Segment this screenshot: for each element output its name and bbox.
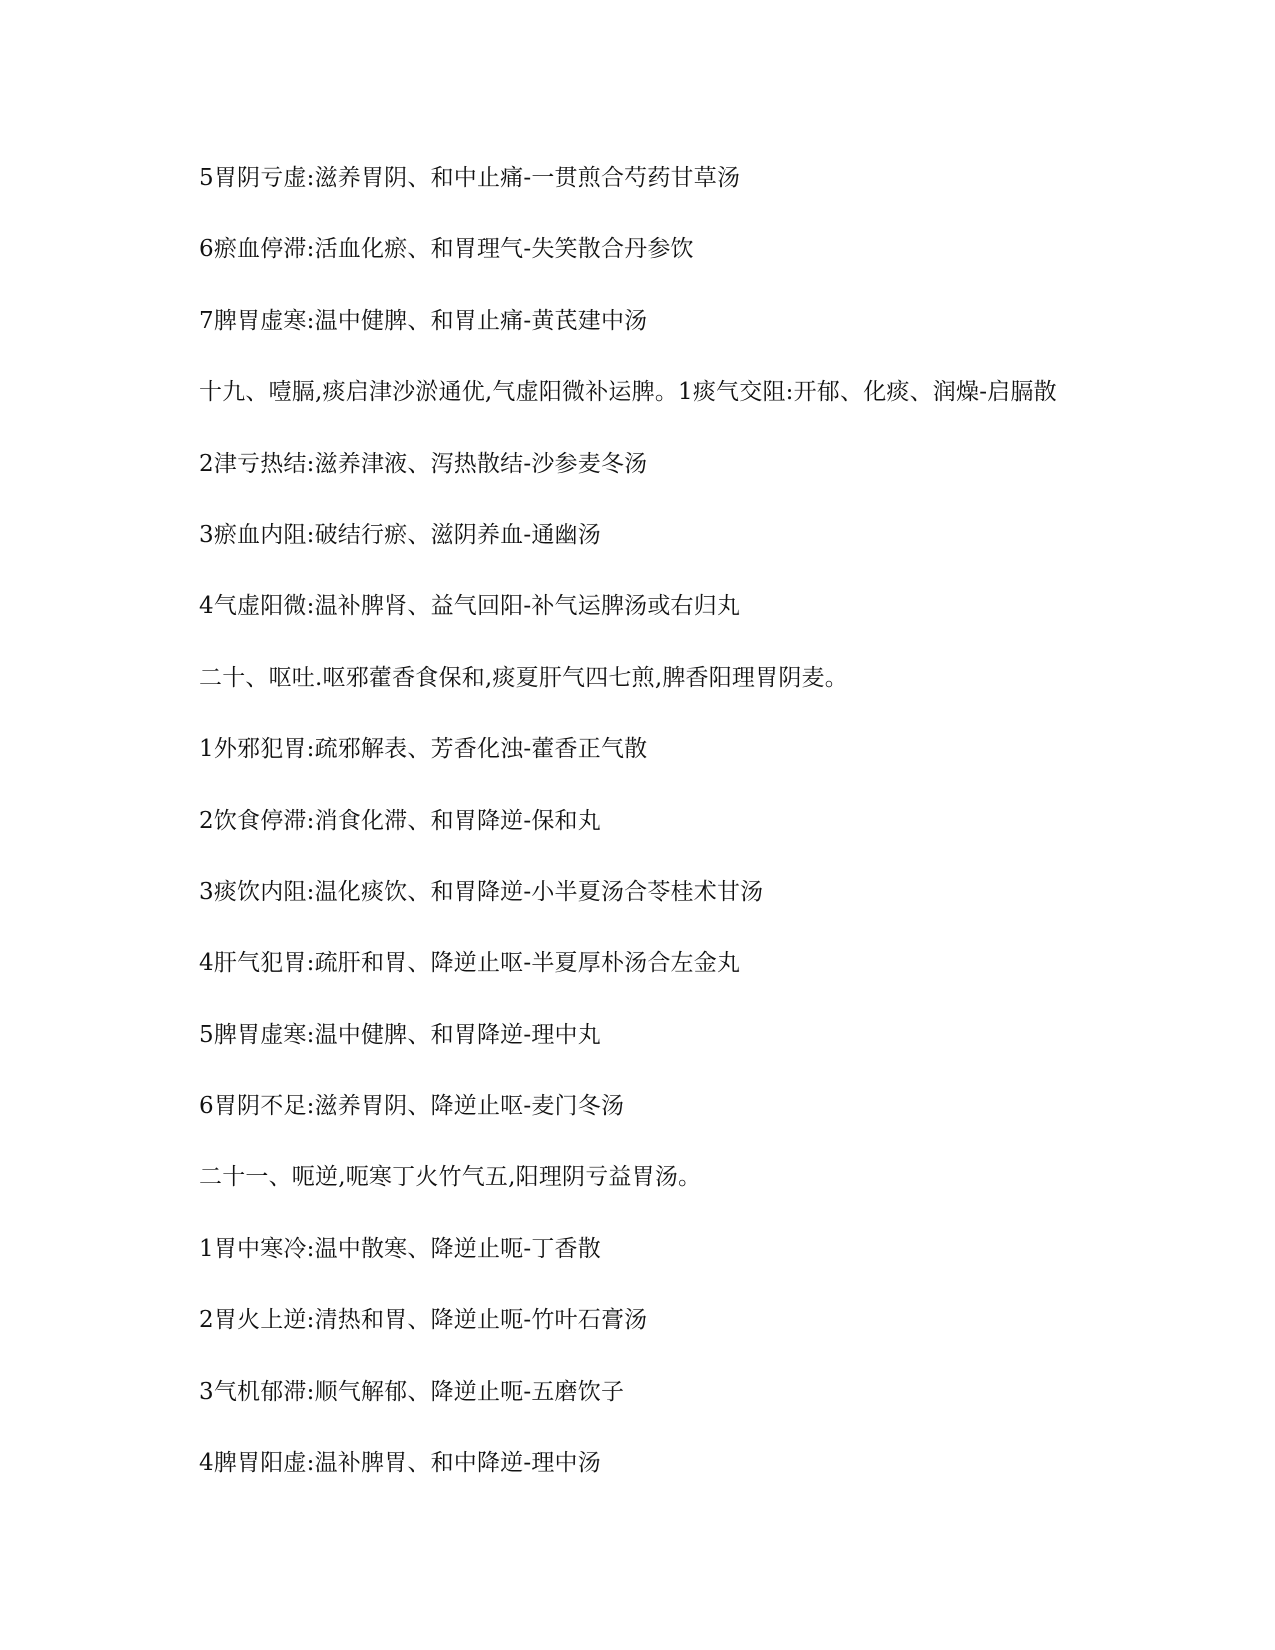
text-line: 3痰饮内阻:温化痰饮、和胃降逆-小半夏汤合苓桂术甘汤 xyxy=(199,878,764,905)
section-heading: 十九、噎膈,痰启津沙淤通优,气虚阳微补运脾。1痰气交阻:开郁、化痰、润燥-启膈散 xyxy=(199,379,1057,406)
text-line: 6胃阴不足:滋养胃阴、降逆止呕-麦门冬汤 xyxy=(199,1093,625,1120)
text-line: 2津亏热结:滋养津液、泻热散结-沙参麦冬汤 xyxy=(199,450,648,477)
text-line: 2胃火上逆:清热和胃、降逆止呃-竹叶石膏汤 xyxy=(199,1307,648,1334)
text-line: 4气虚阳微:温补脾肾、益气回阳-补气运脾汤或右归丸 xyxy=(199,593,741,620)
section-heading: 二十、呕吐.呕邪藿香食保和,痰夏肝气四七煎,脾香阳理胃阴麦。 xyxy=(199,664,848,691)
text-line: 1外邪犯胃:疏邪解表、芳香化浊-藿香正气散 xyxy=(199,736,648,763)
text-line: 3气机郁滞:顺气解郁、降逆止呃-五磨饮子 xyxy=(199,1378,625,1405)
text-line: 7脾胃虚寒:温中健脾、和胃止痛-黄芪建中汤 xyxy=(199,307,648,334)
text-line: 4脾胃阳虚:温补脾胃、和中降逆-理中汤 xyxy=(199,1450,601,1477)
text-line: 1胃中寒冷:温中散寒、降逆止呃-丁香散 xyxy=(199,1235,601,1262)
text-line: 3瘀血内阻:破结行瘀、滋阴养血-通幽汤 xyxy=(199,521,601,548)
text-line: 4肝气犯胃:疏肝和胃、降逆止呕-半夏厚朴汤合左金丸 xyxy=(199,950,741,977)
section-heading: 二十一、呃逆,呃寒丁火竹气五,阳理阴亏益胃汤。 xyxy=(199,1164,702,1191)
text-line: 5胃阴亏虚:滋养胃阴、和中止痛-一贯煎合芍药甘草汤 xyxy=(199,165,741,191)
text-lines xyxy=(199,160,1219,1516)
text-line: 5脾胃虚寒:温中健脾、和胃降逆-理中丸 xyxy=(199,1021,601,1048)
text-line: 2饮食停滞:消食化滞、和胃降逆-保和丸 xyxy=(199,807,601,834)
text-line: 6瘀血停滞:活血化瘀、和胃理气-失笑散合丹参饮 xyxy=(199,236,694,263)
